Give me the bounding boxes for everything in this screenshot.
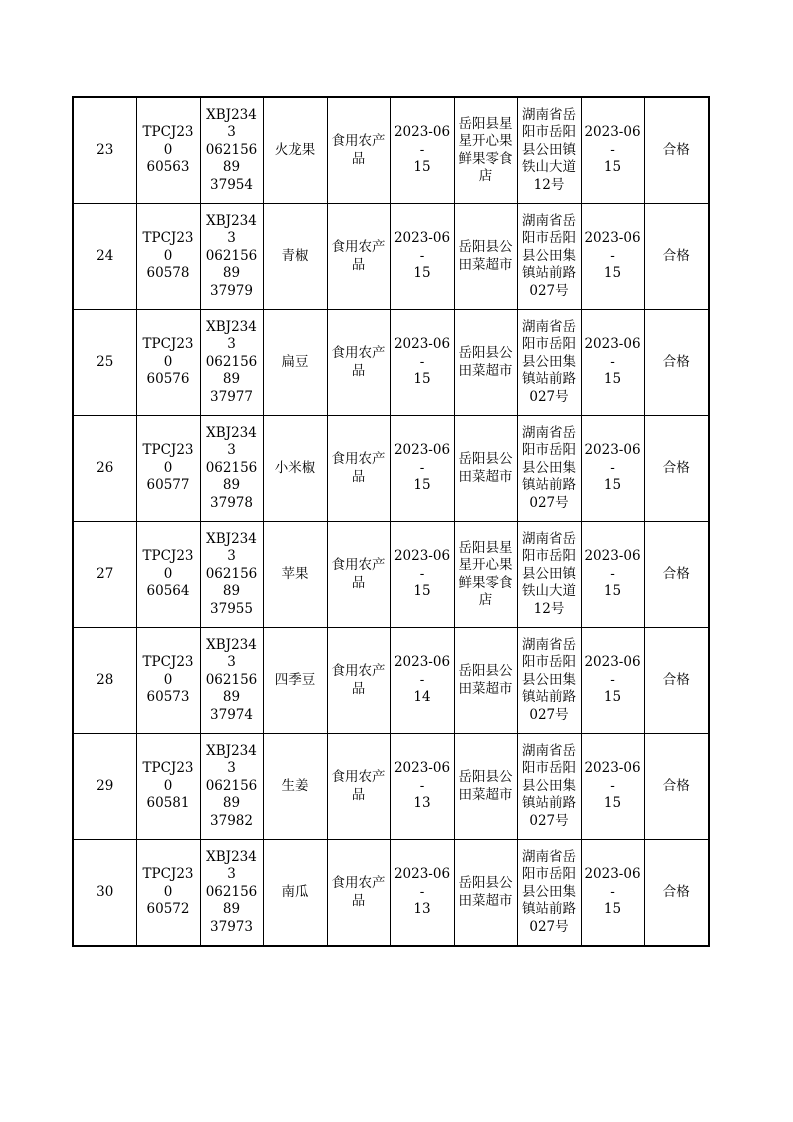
store-address-cell: 湖南省岳 阳市岳阳 县公田集 镇站前路 027号 (517, 734, 581, 840)
result-cell: 合格 (644, 97, 709, 204)
food-name-cell: 青椒 (263, 204, 327, 310)
store-address-cell: 湖南省岳 阳市岳阳 县公田镇 铁山大道 12号 (517, 97, 581, 204)
task-number-cell: TPCJ230 60581 (136, 734, 200, 840)
sample-number-cell: XBJ2343 06215689 37974 (200, 628, 263, 734)
production-date-cell: 2023-06- 15 (390, 522, 454, 628)
sampling-date-cell: 2023-06- 15 (581, 310, 644, 416)
category-cell: 食用农产 品 (327, 522, 390, 628)
row-number-cell: 30 (73, 840, 136, 947)
store-address-cell: 湖南省岳 阳市岳阳 县公田镇 铁山大道 12号 (517, 522, 581, 628)
table-row (73, 734, 709, 840)
result-cell: 合格 (644, 416, 709, 522)
production-date-cell: 2023-06- 15 (390, 204, 454, 310)
store-name-cell: 岳阳县公 田菜超市 (454, 734, 517, 840)
store-name-cell: 岳阳县公 田菜超市 (454, 310, 517, 416)
table-row (73, 97, 709, 204)
store-address-cell: 湖南省岳 阳市岳阳 县公田集 镇站前路 027号 (517, 204, 581, 310)
category-cell: 食用农产 品 (327, 204, 390, 310)
production-date-cell: 2023-06- 13 (390, 840, 454, 947)
store-name-cell: 岳阳县公 田菜超市 (454, 204, 517, 310)
result-cell: 合格 (644, 840, 709, 947)
sampling-date-cell: 2023-06- 15 (581, 522, 644, 628)
store-name-cell: 岳阳县星 星开心果 鲜果零食 店 (454, 522, 517, 628)
row-number-cell: 24 (73, 204, 136, 310)
result-cell: 合格 (644, 204, 709, 310)
result-cell: 合格 (644, 628, 709, 734)
category-cell: 食用农产 品 (327, 734, 390, 840)
table-row (73, 522, 709, 628)
category-cell: 食用农产 品 (327, 416, 390, 522)
sampling-date-cell: 2023-06- 15 (581, 416, 644, 522)
inspection-results-table (72, 96, 710, 947)
sample-number-cell: XBJ2343 06215689 37979 (200, 204, 263, 310)
sampling-date-cell: 2023-06- 15 (581, 734, 644, 840)
result-cell: 合格 (644, 310, 709, 416)
row-number-cell: 29 (73, 734, 136, 840)
store-address-cell: 湖南省岳 阳市岳阳 县公田集 镇站前路 027号 (517, 310, 581, 416)
task-number-cell: TPCJ230 60563 (136, 97, 200, 204)
production-date-cell: 2023-06- 13 (390, 734, 454, 840)
sample-number-cell: XBJ2343 06215689 37978 (200, 416, 263, 522)
row-number-cell: 23 (73, 97, 136, 204)
store-address-cell: 湖南省岳 阳市岳阳 县公田集 镇站前路 027号 (517, 416, 581, 522)
task-number-cell: TPCJ230 60577 (136, 416, 200, 522)
food-name-cell: 火龙果 (263, 97, 327, 204)
table-row (73, 840, 709, 947)
store-name-cell: 岳阳县星 星开心果 鲜果零食 店 (454, 97, 517, 204)
table-row (73, 310, 709, 416)
sample-number-cell: XBJ2343 06215689 37977 (200, 310, 263, 416)
sample-number-cell: XBJ2343 06215689 37955 (200, 522, 263, 628)
production-date-cell: 2023-06- 15 (390, 97, 454, 204)
sampling-date-cell: 2023-06- 15 (581, 204, 644, 310)
production-date-cell: 2023-06- 15 (390, 310, 454, 416)
result-cell: 合格 (644, 734, 709, 840)
production-date-cell: 2023-06- 15 (390, 416, 454, 522)
task-number-cell: TPCJ230 60576 (136, 310, 200, 416)
task-number-cell: TPCJ230 60564 (136, 522, 200, 628)
category-cell: 食用农产 品 (327, 97, 390, 204)
store-address-cell: 湖南省岳 阳市岳阳 县公田集 镇站前路 027号 (517, 628, 581, 734)
sampling-date-cell: 2023-06- 15 (581, 840, 644, 947)
food-name-cell: 苹果 (263, 522, 327, 628)
row-number-cell: 26 (73, 416, 136, 522)
table-body (73, 97, 709, 946)
task-number-cell: TPCJ230 60573 (136, 628, 200, 734)
row-number-cell: 27 (73, 522, 136, 628)
store-name-cell: 岳阳县公 田菜超市 (454, 628, 517, 734)
food-name-cell: 南瓜 (263, 840, 327, 947)
row-number-cell: 28 (73, 628, 136, 734)
store-address-cell: 湖南省岳 阳市岳阳 县公田集 镇站前路 027号 (517, 840, 581, 947)
task-number-cell: TPCJ230 60578 (136, 204, 200, 310)
food-name-cell: 生姜 (263, 734, 327, 840)
table-row (73, 204, 709, 310)
sampling-date-cell: 2023-06- 15 (581, 97, 644, 204)
category-cell: 食用农产 品 (327, 310, 390, 416)
result-cell: 合格 (644, 522, 709, 628)
sample-number-cell: XBJ2343 06215689 37954 (200, 97, 263, 204)
table-row (73, 628, 709, 734)
food-name-cell: 扁豆 (263, 310, 327, 416)
category-cell: 食用农产 品 (327, 840, 390, 947)
food-name-cell: 四季豆 (263, 628, 327, 734)
food-name-cell: 小米椒 (263, 416, 327, 522)
table-row (73, 416, 709, 522)
category-cell: 食用农产 品 (327, 628, 390, 734)
sample-number-cell: XBJ2343 06215689 37973 (200, 840, 263, 947)
sample-number-cell: XBJ2343 06215689 37982 (200, 734, 263, 840)
store-name-cell: 岳阳县公 田菜超市 (454, 416, 517, 522)
store-name-cell: 岳阳县公 田菜超市 (454, 840, 517, 947)
row-number-cell: 25 (73, 310, 136, 416)
task-number-cell: TPCJ230 60572 (136, 840, 200, 947)
production-date-cell: 2023-06- 14 (390, 628, 454, 734)
sampling-date-cell: 2023-06- 15 (581, 628, 644, 734)
